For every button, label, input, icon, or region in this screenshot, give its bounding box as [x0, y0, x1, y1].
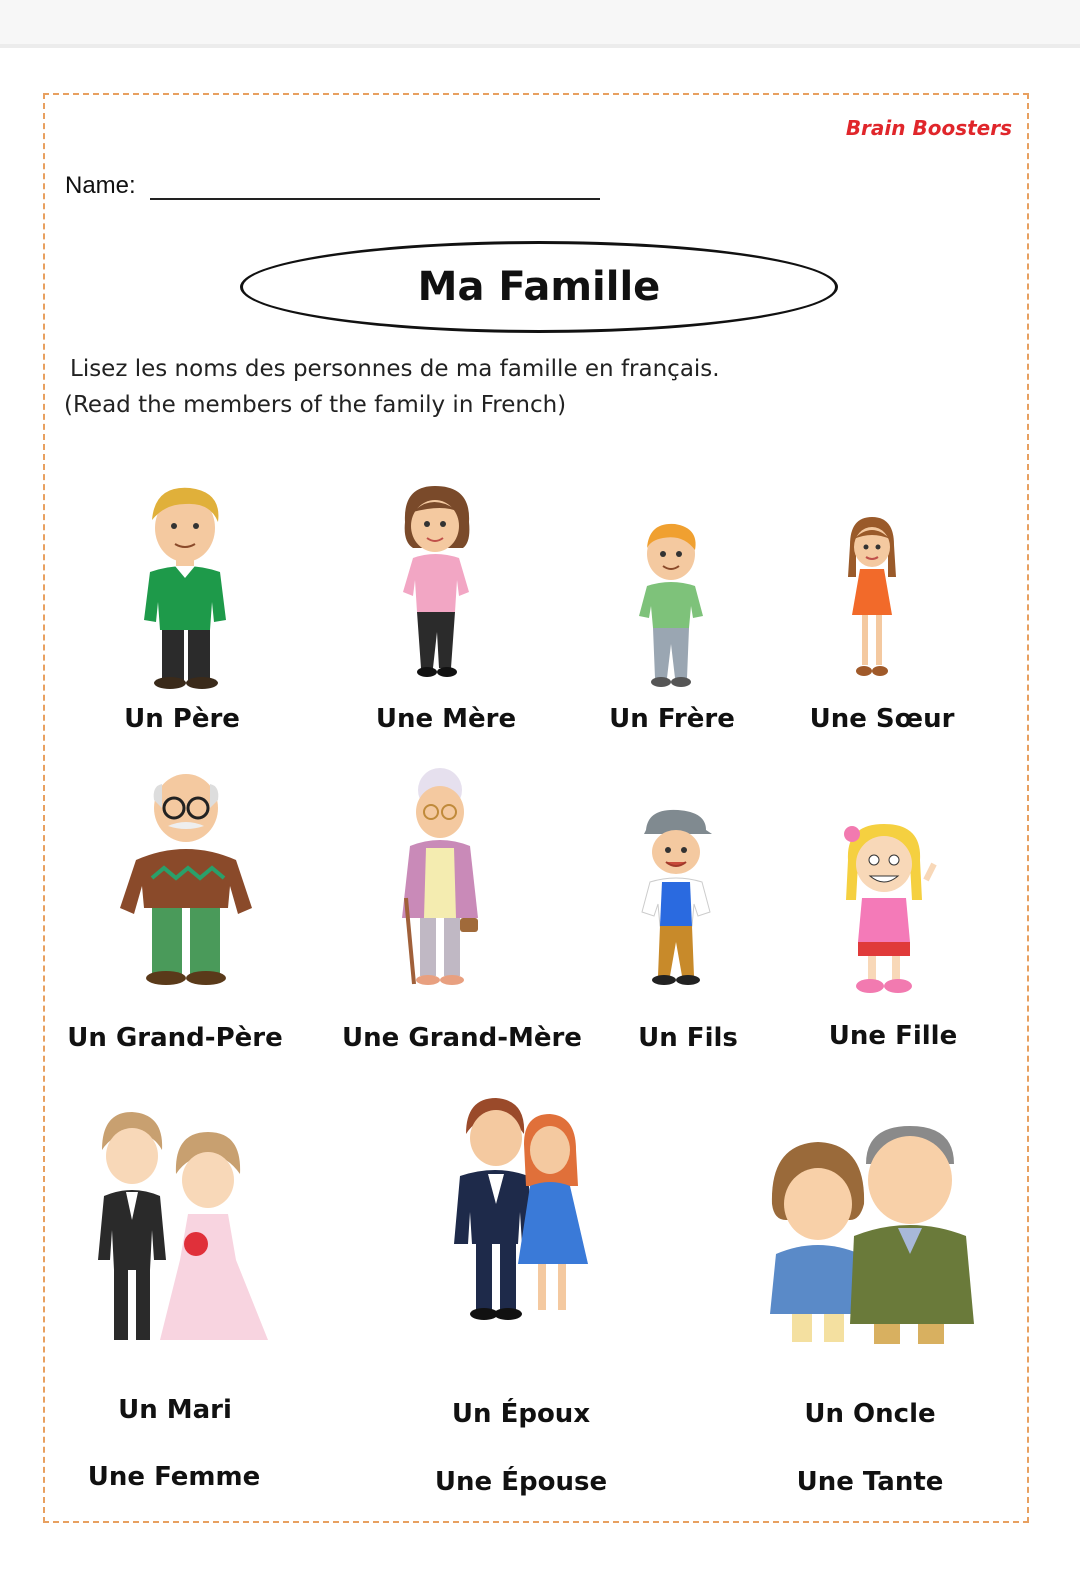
- top-band: [0, 0, 1080, 48]
- label-brother: Un Frère: [609, 704, 735, 734]
- spouses-illustration: [446, 1094, 598, 1324]
- instruction-english: (Read the members of the family in French): [64, 392, 567, 418]
- name-field-row: [65, 172, 600, 200]
- sister-illustration: [842, 515, 902, 683]
- label-spouse-male: Un Époux: [451, 1399, 591, 1429]
- mother-illustration: [393, 482, 483, 682]
- label-grandfather: Un Grand-Père: [67, 1023, 283, 1053]
- label-uncle: Un Oncle: [804, 1399, 936, 1429]
- label-spouse-female: Une Épouse: [434, 1467, 608, 1497]
- grandmother-illustration: [390, 768, 490, 990]
- top-divider: [0, 44, 1080, 48]
- label-wife: Une Femme: [87, 1462, 261, 1492]
- page-title: Ma Famille: [417, 264, 661, 310]
- brother-illustration: [633, 520, 713, 688]
- title-banner: [240, 241, 838, 333]
- label-aunt: Une Tante: [796, 1467, 944, 1497]
- brand-logo-text: Brain Boosters: [845, 116, 1012, 140]
- label-son: Un Fils: [638, 1023, 738, 1053]
- instruction-french: Lisez les noms des personnes de ma famille en français.: [70, 356, 720, 382]
- daughter-illustration: [834, 820, 944, 996]
- label-grandmother: Une Grand-Mère: [342, 1023, 582, 1053]
- grandfather-illustration: [112, 768, 260, 988]
- father-illustration: [130, 480, 240, 690]
- label-daughter: Une Fille: [828, 1021, 958, 1051]
- label-father: Un Père: [124, 704, 240, 734]
- groom-bride-illustration: [96, 1110, 276, 1354]
- name-blank-line[interactable]: [150, 172, 600, 200]
- son-illustration: [636, 808, 718, 988]
- name-label: Name:: [65, 172, 136, 199]
- label-mother: Une Mère: [375, 704, 517, 734]
- label-sister: Une Sœur: [809, 704, 955, 734]
- label-husband: Un Mari: [118, 1395, 232, 1425]
- uncle-aunt-illustration: [770, 1124, 974, 1350]
